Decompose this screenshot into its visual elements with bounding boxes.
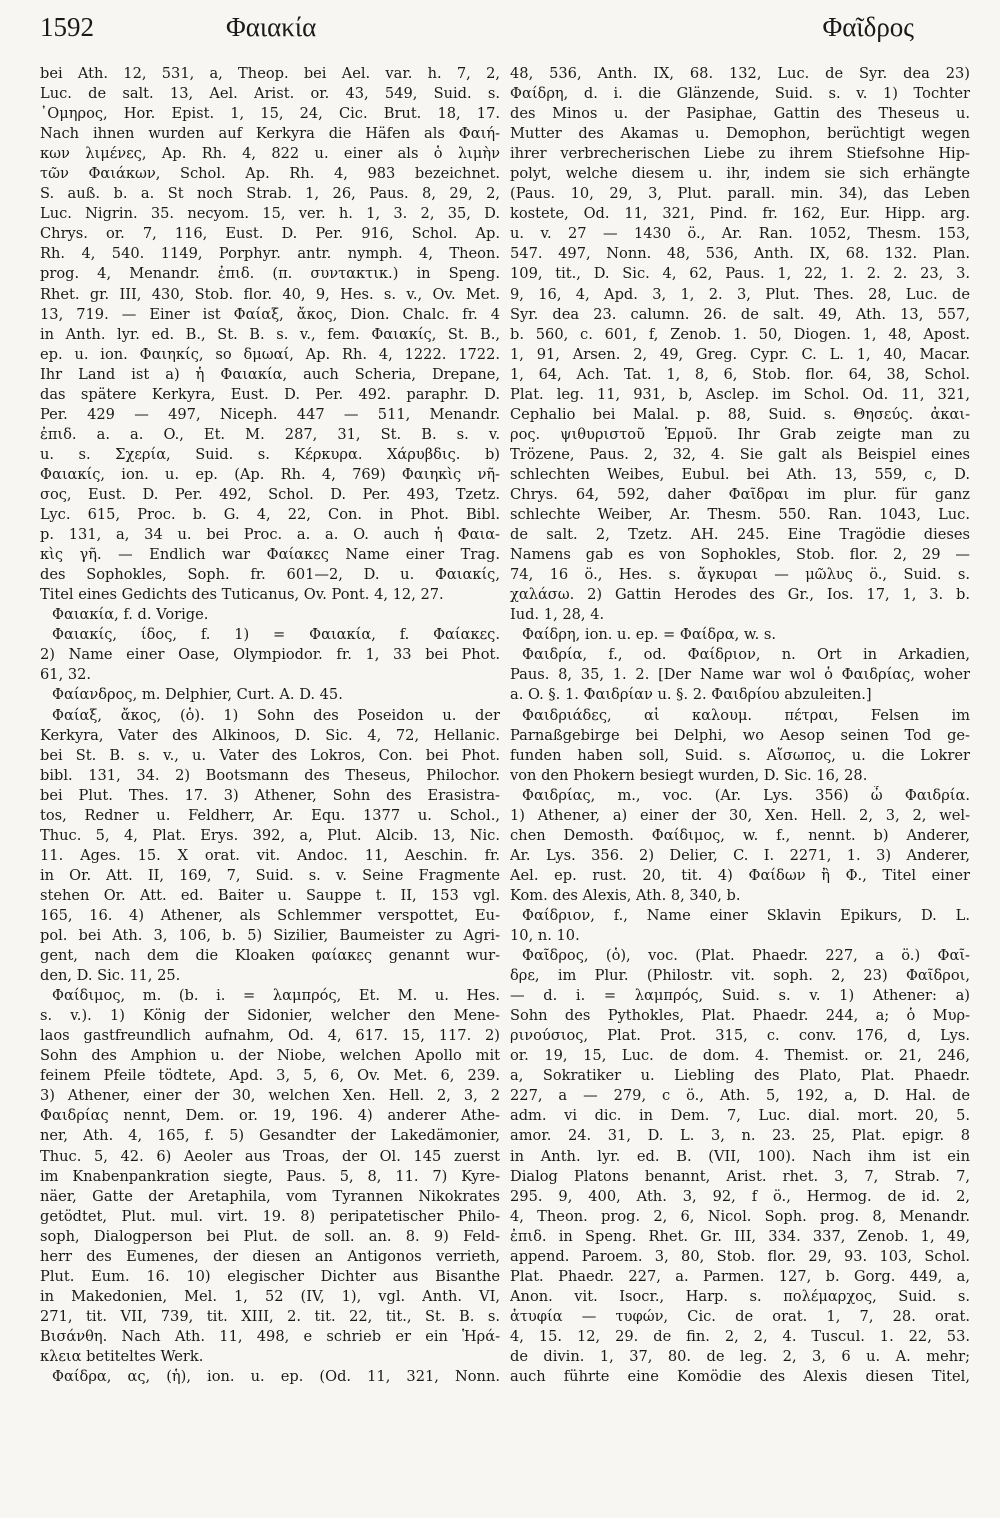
text-line: pol. bei Ath. 3, 106, b. 5) Sizilier, Baumeister zu Agri-: [40, 927, 500, 945]
text-line: Φαίδρα, ας, (ἡ), ion. u. ep. (Od. 11, 321, Nonn.: [52, 1368, 500, 1386]
text-line: 10, n. 10.: [510, 927, 580, 945]
text-line: Lyc. 615, Proc. b. G. 4, 22, Con. in Phot. Bibl.: [40, 506, 500, 524]
text-line: bei Ath. 12, 531, a, Theop. bei Ael. var. h. 7, 2,: [40, 65, 500, 82]
text-line: Luc. de salt. 13, Ael. Arist. or. 43, 549, Suid. s.: [40, 85, 500, 103]
text-line: Φαίδρη, ion. u. ep. = Φαίδρα, w. s.: [522, 626, 777, 644]
right-column: [510, 64, 970, 1387]
text-line: ἐπιδ. in Speng. Rhet. Gr. III, 334. 337, Zenob. 1, 49,: [510, 1227, 970, 1245]
text-line: des Minos u. der Pasiphae, Gattin des Theseus u.: [510, 105, 970, 123]
text-line: Ihr Land ist a) ἡ Φαιακία, auch Scheria, Drepane,: [40, 365, 500, 383]
text-line: ρος. ψιθυριστοῦ Ἑρμοῦ. Ihr Grab zeigte man zu: [510, 425, 970, 443]
text-line: gent, nach dem die Kloaken φαίακες genannt wur-: [40, 947, 500, 965]
text-line: 227, a — 279, c ö., Ath. 5, 192, a, D. Hal. de: [510, 1087, 970, 1105]
text-line: Anon. vit. Isocr., Harp. s. πολέμαρχος, Suid. s.: [510, 1287, 970, 1305]
text-line: Φαῖδρος, (ὁ), voc. (Plat. Phaedr. 227, a ö.) Φαῖ-: [522, 947, 970, 965]
text-line: Dialog Platons benannt, Arist. rhet. 3, 7, Strab. 7,: [510, 1167, 970, 1185]
text-line: Φαίδριον, f., Name einer Sklavin Epikurs, D. L.: [522, 906, 970, 924]
text-line: getödtet, Plut. mul. virt. 19. 8) peripatetischer Philo-: [40, 1207, 500, 1225]
text-line: (Paus. 10, 29, 3, Plut. parall. min. 34), das Leben: [510, 185, 970, 203]
text-line: bibl. 131, 34. 2) Bootsmann des Theseus, Philochor.: [40, 766, 500, 784]
text-line: u. v. 27 — 1430 ö., Ar. Ran. 1052, Thesm. 153,: [510, 225, 970, 243]
text-line: in Or. Att. II, 169, 7, Suid. s. v. Seine Fragmente: [40, 866, 500, 884]
text-line: append. Paroem. 3, 80, Stob. flor. 29, 93. 103, Schol.: [510, 1247, 970, 1265]
text-line: funden haben soll, Suid. s. Αἴσωπος, u. die Lokrer: [510, 746, 970, 764]
text-line: Chrys. or. 7, 116, Eust. D. Per. 916, Schol. Ap.: [40, 225, 500, 243]
text-line: Rhet. gr. III, 430, Stob. flor. 40, 9, Hes. s. v., Ov. Met.: [40, 285, 500, 303]
text-line: Sohn des Pythokles, Plat. Phaedr. 244, a; ὁ Μυρ-: [510, 1007, 970, 1025]
text-line: ner, Ath. 4, 165, f. 5) Gesandter der Lakedämonier,: [40, 1127, 500, 1145]
text-line: Plut. Eum. 16. 10) elegischer Dichter aus Bisanthe: [40, 1267, 500, 1285]
text-line: Φαίδρη, d. i. die Glänzende, Suid. s. v. 1) Tochter: [510, 85, 970, 103]
text-line: 4, Theon. prog. 2, 6, Nicol. Soph. prog. 8, Menandr.: [510, 1207, 970, 1225]
text-line: Per. 429 — 497, Niceph. 447 — 511, Menandr.: [40, 405, 500, 423]
text-line: Namens gab es von Sophokles, Stob. flor. 2, 29 —: [510, 546, 970, 564]
text-line: p. 131, a, 34 u. bei Proc. a. a. O. auch ἡ Φαια-: [40, 526, 500, 544]
text-line: das spätere Kerkyra, Eust. D. Per. 492. paraphr. D.: [40, 385, 500, 403]
text-line: Φαιακίς, ion. u. ep. (Ap. Rh. 4, 769) Φαιηκὶς νῆ-: [40, 465, 500, 483]
text-line: Sohn des Amphion u. der Niobe, welchen Apollo mit: [40, 1047, 500, 1065]
text-line: 547. 497, Nonn. 48, 536, Anth. IX, 68. 132. Plan.: [510, 245, 970, 263]
page-header: [40, 12, 964, 52]
text-line: de divin. 1, 37, 80. de leg. 2, 3, 6 u. A. mehr;: [510, 1348, 970, 1365]
text-line: σος, Eust. D. Per. 492, Schol. D. Per. 493, Tzetz.: [40, 485, 500, 503]
text-line: im Knabenpankration siegte, Paus. 5, 8, 11. 7) Kyre-: [40, 1167, 500, 1185]
text-line: feinem Pfeile tödtete, Apd. 3, 5, 6, Ov. Met. 6, 239.: [40, 1067, 500, 1085]
text-line: herr des Eumenes, der diesen an Antigonos verrieth,: [40, 1247, 500, 1265]
text-line: Φαίαξ, ἄκος, (ὁ). 1) Sohn des Poseidon u. der: [52, 706, 500, 724]
text-line: or. 19, 15, Luc. de dom. 4. Themist. or. 21, 246,: [510, 1047, 970, 1065]
left-column: [40, 64, 500, 1387]
text-line: Paus. 8, 35, 1. 2. [Der Name war wol ὁ Φαιδρίας, woher: [510, 666, 970, 684]
text-line: a, Sokratiker u. Liebling des Plato, Plat. Phaedr.: [510, 1067, 970, 1085]
text-line: Thuc. 5, 42. 6) Aeoler aus Troas, der Ol. 145 zuerst: [40, 1147, 500, 1165]
text-line: Nach ihnen wurden auf Kerkyra die Häfen als Φαιή-: [40, 125, 500, 143]
text-line: κων λιμένες, Ap. Rh. 4, 822 u. einer als ὁ λιμὴν: [40, 145, 500, 163]
text-line: 165, 16. 4) Athener, als Schlemmer verspottet, Eu-: [40, 906, 500, 924]
text-line: ρινούσιος, Plat. Prot. 315, c. conv. 176, d, Lys.: [510, 1027, 970, 1045]
text-line: 9, 16, 4, Apd. 3, 1, 2. 3, Plut. Thes. 28, Luc. de: [510, 285, 970, 303]
text-line: 11. Ages. 15. X orat. vit. Andoc. 11, Aeschin. fr.: [40, 846, 500, 864]
text-line: schlechte Weiber, Ar. Thesm. 550. Ran. 1043, Luc.: [510, 506, 970, 524]
text-line: S. auß. b. a. St noch Strab. 1, 26, Paus. 8, 29, 2,: [40, 185, 500, 203]
text-line: 271, tit. VII, 739, tit. XIII, 2. tit. 22, tit., St. B. s.: [40, 1307, 500, 1325]
text-line: Φαίδιμος, m. (b. i. = λαμπρός, Et. M. u. Hes.: [52, 987, 500, 1005]
text-line: schlechten Weibes, Eubul. bei Ath. 13, 559, c, D.: [510, 465, 970, 483]
text-line: 74, 16 ö., Hes. s. ἄγκυραι — μῶλυς ö., Suid. s.: [510, 566, 970, 584]
text-line: 61, 32.: [40, 666, 92, 684]
text-line: Ar. Lys. 356. 2) Delier, C. I. 2271, 1. 3) Anderer,: [510, 846, 970, 864]
text-line: polyt, welche diesem u. ihr, indem sie sich erhängte: [510, 165, 970, 183]
text-line: Plat. Phaedr. 227, a. Parmen. 127, b. Gorg. 449, a,: [510, 1267, 970, 1285]
text-line: soph, Dialogperson bei Plut. de soll. an. 8. 9) Feld-: [40, 1227, 500, 1245]
text-line: 1) Athener, a) einer der 30, Xen. Hell. 2, 3, 2, wel-: [510, 806, 970, 824]
text-line: in Makedonien, Mel. 1, 52 (IV, 1), vgl. Anth. VI,: [40, 1287, 500, 1305]
text-line: u. s. Σχερία, Suid. s. Κέρκυρα. Χάρυβδις. b): [40, 445, 500, 463]
text-line: 3) Athener, einer der 30, welchen Xen. Hell. 2, 3, 2: [40, 1087, 500, 1105]
text-line: Kerkyra, Vater des Alkinoos, D. Sic. 4, 72, Hellanic.: [40, 726, 500, 744]
text-line: prog. 4, Menandr. ἐπιδ. (π. συντακτικ.) in Speng.: [40, 265, 500, 283]
text-line: Parnaßgebirge bei Delphi, wo Aesop seinen Tod ge-: [510, 726, 970, 744]
text-line: Φαίανδρος, m. Delphier, Curt. A. D. 45.: [52, 686, 343, 704]
text-line: Syr. dea 23. calumn. 26. de salt. 49, Ath. 13, 557,: [510, 305, 970, 323]
text-line: 1, 91, Arsen. 2, 49, Greg. Cypr. C. L. 1, 40, Macar.: [510, 345, 970, 363]
text-line: Φαιδρίας, m., voc. (Ar. Lys. 356) ὦ Φαιδρία.: [522, 786, 970, 804]
running-head-right: Φαῖδρος: [822, 12, 914, 42]
page-number: 1592: [40, 12, 94, 42]
text-line: 2) Name einer Oase, Olympiodor. fr. 1, 33 bei Phot.: [40, 646, 500, 664]
running-head-left: Φαιακία: [226, 12, 317, 42]
text-line: 48, 536, Anth. IX, 68. 132, Luc. de Syr. dea 23): [510, 65, 970, 82]
text-line: von den Phokern besiegt wurden, D. Sic. 16, 28.: [510, 766, 868, 784]
text-line: 109, tit., D. Sic. 4, 62, Paus. 1, 22, 1. 2. 2. 23, 3.: [510, 265, 970, 283]
text-line: Iud. 1, 28, 4.: [510, 606, 605, 624]
text-line: Kom. des Alexis, Ath. 8, 340, b.: [510, 886, 741, 904]
text-line: adm. vi dic. in Dem. 7, Luc. dial. mort. 20, 5.: [510, 1107, 970, 1125]
text-line: Rh. 4, 540. 1149, Porphyr. antr. nymph. 4, Theon.: [40, 245, 500, 263]
text-line: τῶν Φαιάκων, Schol. Ap. Rh. 4, 983 bezeichnet.: [40, 165, 500, 183]
text-line: s. v.). 1) König der Sidonier, welcher den Mene-: [40, 1007, 500, 1025]
text-line: Trözene, Paus. 2, 32, 4. Sie galt als Beispiel eines: [510, 445, 970, 463]
text-line: ἐπιδ. a. a. O., Et. M. 287, 31, St. B. s. v.: [40, 425, 500, 443]
text-line: Φαιδρία, f., od. Φαίδριον, n. Ort in Arkadien,: [522, 646, 970, 664]
text-line: laos gastfreundlich aufnahm, Od. 4, 617. 15, 117. 2): [40, 1027, 500, 1045]
text-line: ἀτυφία — τυφών, Cic. de orat. 1, 7, 28. orat.: [510, 1307, 970, 1325]
text-line: Φαιδρίας nennt, Dem. or. 19, 196. 4) anderer Athe-: [40, 1107, 500, 1125]
text-line: den, D. Sic. 11, 25.: [40, 967, 181, 985]
text-line: in Anth. lyr. ed. B. (VII, 100). Nach ihm ist ein: [510, 1147, 970, 1165]
text-line: Thuc. 5, 4, Plat. Erys. 392, a, Plut. Alcib. 13, Nic.: [40, 826, 500, 844]
text-line: chen Demosth. Φαίδιμος, w. f., nennt. b) Anderer,: [510, 826, 970, 844]
text-line: κὶς γῆ. — Endlich war Φαίακες Name einer Trag.: [40, 546, 500, 564]
text-line: 1, 64, Ach. Tat. 1, 8, 6, Stob. flor. 64, 38, Schol.: [510, 365, 970, 383]
text-line: näer, Gatte der Aretaphila, vom Tyrannen Nikokrates: [40, 1187, 500, 1205]
text-line: bei St. B. s. v., u. Vater des Lokros, Con. bei Phot.: [40, 746, 500, 764]
text-line: Βισάνθη. Nach Ath. 11, 498, e schrieb er ein Ἡρά-: [40, 1327, 500, 1345]
text-line: a. O. §. 1. Φαιδρίαν u. §. 2. Φαιδρίου abzuleiten.]: [510, 686, 872, 704]
text-line: Ael. ep. rust. 20, tit. 4) Φαίδων ἢ Φ., Titel einer: [510, 866, 970, 884]
text-line: — d. i. = λαμπρός, Suid. s. v. 1) Athener: a): [510, 987, 970, 1005]
text-line: Plat. leg. 11, 931, b, Asclep. im Schol. Od. 11, 321,: [510, 385, 970, 403]
text-line: Titel eines Gedichts des Tuticanus, Ov. Pont. 4, 12, 27.: [40, 586, 444, 604]
text-line: b. 560, c. 601, f, Zenob. 1. 50, Diogen. 1, 48, Apost.: [510, 325, 970, 343]
text-line: δρε, im Plur. (Philostr. vit. soph. 2, 23) Φαῖδροι,: [510, 967, 970, 985]
text-line: χαλάσω. 2) Gattin Herodes des Gr., Ios. 17, 1, 3. b.: [510, 586, 970, 604]
text-line: Φαιακίς, ίδος, f. 1) = Φαιακία, f. Φαίακες.: [52, 626, 500, 644]
text-line: Φαιακία, f. d. Vorige.: [52, 606, 209, 624]
text-line: 295. 9, 400, Ath. 3, 92, f ö., Hermog. de id. 2,: [510, 1187, 970, 1205]
text-line: κλεια betiteltes Werk.: [40, 1348, 204, 1365]
text-line: ep. u. ion. Φαιηκίς, so δμωαί, Ap. Rh. 4, 1222. 1722.: [40, 345, 500, 363]
text-line: Φαιδριάδες, αἱ καλουμ. πέτραι, Felsen im: [522, 706, 970, 724]
text-line: ihrer verbrecherischen Liebe zu ihrem Stiefsohne Hip-: [510, 145, 970, 163]
text-line: kostete, Od. 11, 321, Pind. fr. 162, Eur. Hipp. arg.: [510, 205, 970, 223]
text-line: Chrys. 64, 592, daher Φαῖδραι im plur. für ganz: [510, 485, 970, 503]
text-line: tos, Redner u. Feldherr, Ar. Equ. 1377 u. Schol.,: [40, 806, 500, 824]
text-line: amor. 24. 31, D. L. 3, n. 23. 25, Plat. epigr. 8: [510, 1127, 970, 1145]
text-line: ᾿Ομηρος, Hor. Epist. 1, 15, 24, Cic. Brut. 18, 17.: [40, 105, 500, 123]
text-line: Mutter des Akamas u. Demophon, berüchtigt wegen: [510, 125, 970, 143]
text-line: de salt. 2, Tzetz. AH. 245. Eine Tragödie dieses: [510, 526, 970, 544]
text-line: bei Plut. Thes. 17. 3) Athener, Sohn des Erasistra-: [40, 786, 500, 804]
text-line: 4, 15. 12, 29. de fin. 2, 2, 4. Tuscul. 1. 22, 53.: [510, 1327, 970, 1345]
text-line: stehen Or. Att. ed. Baiter u. Sauppe t. II, 153 vgl.: [40, 886, 500, 904]
text-line: auch führte eine Komödie des Alexis diesen Titel,: [510, 1368, 970, 1386]
text-line: 13, 719. — Einer ist Φαίαξ, ἄκος, Dion. Chalc. fr. 4: [40, 305, 500, 323]
text-line: Cephalio bei Malal. p. 88, Suid. s. Θησεύς. ἀκαι-: [510, 405, 970, 423]
text-line: des Sophokles, Soph. fr. 601—2, D. u. Φαιακίς,: [40, 566, 500, 584]
text-line: Luc. Nigrin. 35. necyom. 15, ver. h. 1, 3. 2, 35, D.: [40, 205, 500, 223]
text-line: in Anth. lyr. ed. B., St. B. s. v., fem. Φαιακίς, St. B.,: [40, 325, 500, 343]
